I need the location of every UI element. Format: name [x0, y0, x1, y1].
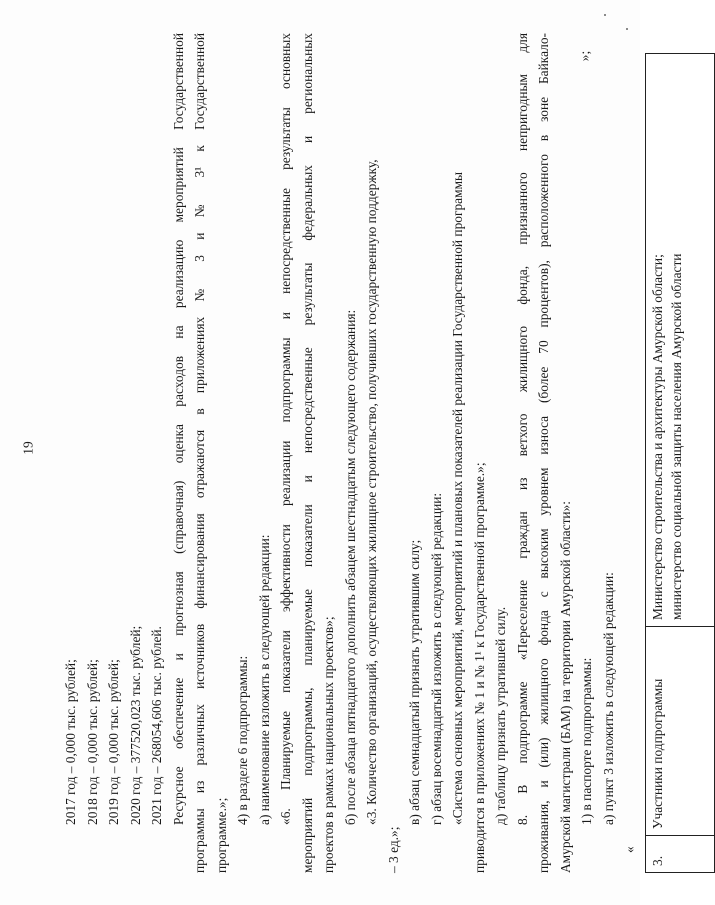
text-line: 2018 год – 0,000 тыс. рублей;	[84, 659, 100, 825]
text-line: «3. Количество организаций, осуществляющих жилищное строительство, получивших государственную поддержку,	[364, 159, 379, 825]
text-lines	[60, 13, 641, 873]
scan-speck	[626, 28, 628, 30]
text-line: б) после абзаца пятнадцатого дополнить абзацем шестнадцатым следующего содержания:	[342, 309, 358, 825]
closing-quote-mark: »;	[577, 50, 593, 62]
table-cell-value	[645, 54, 714, 627]
participants-table	[645, 53, 715, 873]
text-line: «	[622, 846, 637, 853]
text-line: Ресурсное обеспечение и прогнозная (справочная) оценка расходов на реализацию мероприятий Государственной	[170, 33, 186, 825]
text-line: программе.»;	[213, 797, 229, 873]
table-row	[645, 54, 714, 873]
text-line: в) абзац семнадцатый признать утратившим силу;	[407, 539, 422, 825]
table-value-line: министерство социальной защиты населения Амурской области	[668, 253, 684, 620]
text-line: 2019 год – 0,000 тыс. рублей;	[106, 659, 121, 825]
text-line: Амурской магистрали (БАМ) на территории Амурской области»:	[557, 500, 573, 873]
text-line: «Система основных мероприятий, мероприятий и плановых показателей реализации Государственной программы	[450, 171, 465, 825]
text-line: проектов в рамках национальных проектов»;	[321, 616, 336, 873]
text-line: мероприятий подпрограммы, планируемые показатели и непосредственные результаты федеральных и региональных	[299, 33, 315, 873]
table-cell-label: Участники подпрограммы	[645, 627, 714, 836]
text-line: – 3 ед.»;	[385, 826, 401, 873]
text-line: а) наименование изложить в следующей редакции:	[256, 534, 272, 825]
text-line: проживания, и (или) жилищного фонда с высоким уровнем износа (более 70 процентов), расположенного в зоне Байкало-	[536, 33, 551, 873]
text-line: «6. Планируемые показатели эффективности реализации подпрограммы и непосредственные результаты основных	[278, 33, 293, 825]
table-cell-num: 3.	[645, 836, 714, 873]
text-line: 8. В подпрограмме «Переселение граждан из ветхого жилищного фонда, признанного непригодным для	[514, 33, 530, 825]
scan-speck	[604, 14, 606, 16]
page-number: 19	[20, 441, 36, 455]
text-line: 2021 год – 268054,606 тыс. рублей.	[149, 626, 164, 825]
text-line: 2020 год – 377520,023 тыс. рублей;	[127, 625, 143, 825]
text-line: программы из различных источников финансирования отражаются в приложениях № 3 и № 3¹ к Государственной	[192, 33, 207, 873]
text-line: приводится в приложениях № 1 и № 1¹ к Государственной программе.»;	[471, 462, 487, 873]
rotated-text-body	[60, 13, 684, 873]
text-line: 1) в паспорте подпрограммы:	[579, 657, 594, 825]
text-line: 2017 год – 0,000 тыс. рублей;	[63, 659, 78, 825]
text-line: г) абзац восемнадцатый изложить в следующей редакции:	[428, 492, 444, 825]
text-line: 4) в разделе 6 подпрограммы:	[235, 655, 250, 825]
text-line: д) таблицу признать утратившей силу.	[493, 606, 508, 825]
text-line: а) пункт 3 изложить в следующей редакции:	[600, 572, 616, 825]
table-value-line: Министерство строительства и архитектуры Амурской области;	[649, 254, 665, 620]
